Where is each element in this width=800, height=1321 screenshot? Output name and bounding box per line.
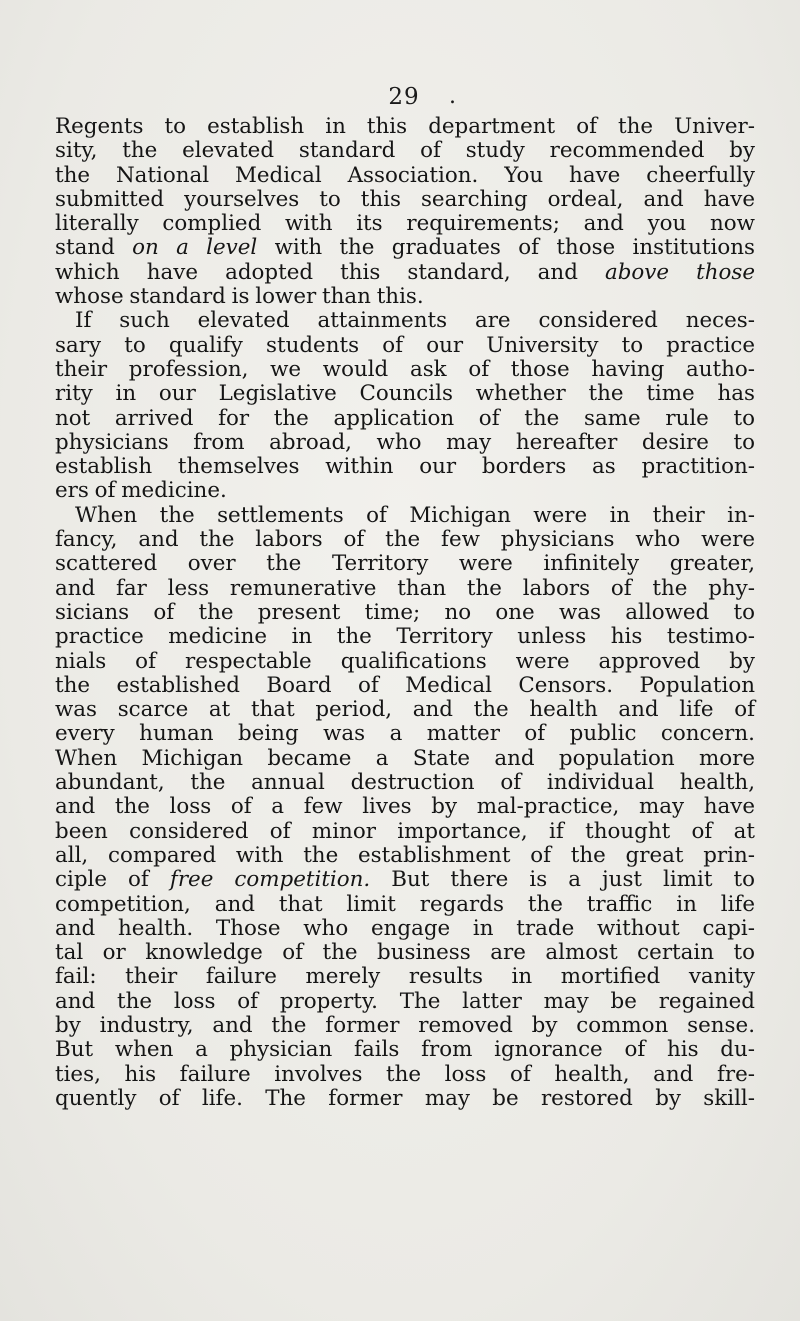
text-run: every human being was a matter of public concern. [55,721,755,747]
text-run: by industry, and the former removed by common sense. [55,1012,755,1038]
text-run: Regents to establish in this department of the Univer- [55,114,755,139]
text-run: If such elevated attainments are considered neces- [75,308,755,334]
text-line [55,212,755,236]
text-line [55,139,755,163]
text-line [55,528,755,552]
text-line [55,164,755,188]
text-run: which have adopted this standard, and [55,259,605,285]
text-run: the established Board of Medical Censors. Population [55,672,755,698]
text-run: nials of respectable qualifications were approved by [55,648,755,674]
italic-phrase: above those [604,259,755,285]
text-line [55,844,755,868]
text-line [55,601,755,625]
page-number: 29 [388,84,420,110]
text-run: scattered over the Territory were infinitely greater, [55,551,755,577]
text-run: When the settlements of Michigan were in their in- [75,502,755,528]
text-run: and the loss of a few lives by mal-practice, may have [55,794,755,820]
text-run: establish themselves within our borders as practition- [55,454,755,480]
text-run: sary to qualify students of our University to practice [55,332,755,358]
text-run: sicians of the present time; no one was allowed to [55,599,755,625]
text-line [55,698,755,722]
text-line [55,820,755,844]
text-line [55,479,755,503]
text-line [55,868,755,892]
text-line [55,552,755,576]
text-line [55,990,755,1014]
text-run: and the loss of property. The latter may be regained [55,988,755,1014]
paragraph [55,504,755,1111]
text-line [55,893,755,917]
text-run: been considered of minor importance, if thought of at [55,818,755,844]
text-run: tal or knowledge of the business are almost certain to [55,940,755,966]
text-line [55,747,755,771]
text-line [55,358,755,382]
text-line [55,455,755,479]
text-line [55,115,755,139]
text-run: their profession, we would ask of those having autho- [55,356,755,382]
text-run: not arrived for the application of the same rule to [55,405,755,431]
text-run: all, compared with the establishment of the great prin- [55,842,755,868]
text-run: was scarce at that period, and the health and life of [55,697,755,723]
text-line [55,674,755,698]
paragraph [55,115,755,309]
text-line [55,722,755,746]
text-run: ties, his failure involves the loss of health, and fre- [55,1061,755,1087]
text-run: ciple of [55,867,170,893]
text-run: and health. Those who engage in trade without capi- [55,915,755,941]
text-line [55,1087,755,1111]
text-line [55,236,755,260]
italic-phrase: on a level [132,235,258,261]
text-line [55,285,755,309]
text-run: whose standard is lower than this. [55,284,424,310]
text-run: submitted yourselves to this searching ordeal, and have [55,186,755,212]
body-text [55,115,755,1111]
text-line [55,431,755,455]
text-line [55,188,755,212]
text-run: But there is a just limit to [370,867,755,893]
page-mark: . [449,84,456,109]
text-run: stand [55,235,133,261]
text-line [55,1014,755,1038]
text-run: with the graduates of those institutions [257,235,756,261]
text-line [55,941,755,965]
text-run: the National Medical Association. You have cheerfully [55,162,755,188]
text-line [55,504,755,528]
text-line [55,625,755,649]
text-run: practice medicine in the Territory unless his testimo- [55,624,755,650]
text-line [55,407,755,431]
text-line [55,309,755,333]
text-run: quently of life. The former may be restored by skill- [55,1085,755,1111]
text-line [55,917,755,941]
text-run: rity in our Legislative Councils whether the time has [55,381,755,407]
text-line [55,795,755,819]
text-run: abundant, the annual destruction of individual health, [55,770,755,796]
text-line [55,334,755,358]
italic-phrase: free competition. [169,867,371,893]
text-line [55,1063,755,1087]
text-run: and far less remunerative than the labors of the phy- [55,575,755,601]
text-line [55,261,755,285]
text-run: sity, the elevated standard of study recommended by [55,138,755,164]
text-line [55,382,755,406]
text-line [55,771,755,795]
text-line [55,1038,755,1062]
text-run: physicians from abroad, who may hereafter desire to [55,429,755,455]
text-line [55,650,755,674]
text-line [55,577,755,601]
text-run: fail: their failure merely results in mortified vanity [55,964,755,990]
text-run: literally complied with its requirements; and you now [55,211,755,237]
paragraph [55,309,755,503]
text-run: fancy, and the labors of the few physicians who were [55,527,755,553]
text-run: competition, and that limit regards the traffic in life [55,891,755,917]
text-run: ers of medicine. [55,478,227,504]
text-run: When Michigan became a State and population more [55,745,755,771]
text-run: But when a physician fails from ignorance of his du- [55,1037,755,1063]
text-line [55,965,755,989]
